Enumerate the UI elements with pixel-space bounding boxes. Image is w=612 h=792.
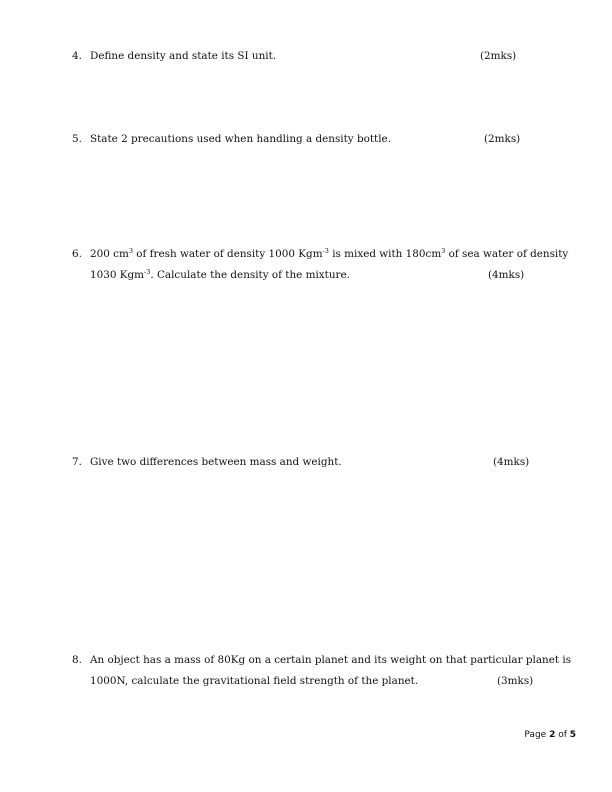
question-4-marks: (2mks) — [480, 50, 517, 62]
question-text: Give two differences between mass and weight. — [90, 456, 342, 468]
question-number: 8. — [72, 654, 82, 666]
question-8-marks: (3mks) — [497, 675, 534, 687]
question-text-line-2: 1000N, calculate the gravitational field strength of the planet. — [90, 675, 419, 687]
superscript: 3 — [128, 247, 133, 255]
question-number: 6. — [72, 248, 82, 260]
superscript: -3 — [322, 247, 329, 255]
question-text-line-2: 1030 Kgm$^{-3}$. Calculate the density of the mixture. — [90, 268, 350, 281]
question-text: Define density and state its SI unit. — [90, 50, 277, 62]
question-text: State 2 precautions used when handling a density bottle. — [90, 133, 391, 145]
question-number: 4. — [72, 50, 82, 62]
total-pages: 5 — [569, 730, 576, 740]
page-number: Page 2 of 5 — [524, 730, 576, 740]
superscript: 3 — [441, 247, 446, 255]
question-number: 7. — [72, 456, 82, 468]
question-number: 5. — [72, 133, 82, 145]
current-page: 2 — [549, 730, 556, 740]
superscript: -3 — [144, 268, 151, 276]
question-7-marks: (4mks) — [493, 456, 530, 468]
question-6-marks: (4mks) — [488, 269, 525, 281]
question-text-line-1: An object has a mass of 80Kg on a certain planet and its weight on that particular planet is — [90, 654, 572, 666]
question-5-marks: (2mks) — [484, 133, 521, 145]
question-text-line-1: 200 $cm^3$ of fresh water of density 1000 Kgm$^{-3}$ is mixed with $180cm^3$ of sea water of density — [90, 247, 569, 260]
